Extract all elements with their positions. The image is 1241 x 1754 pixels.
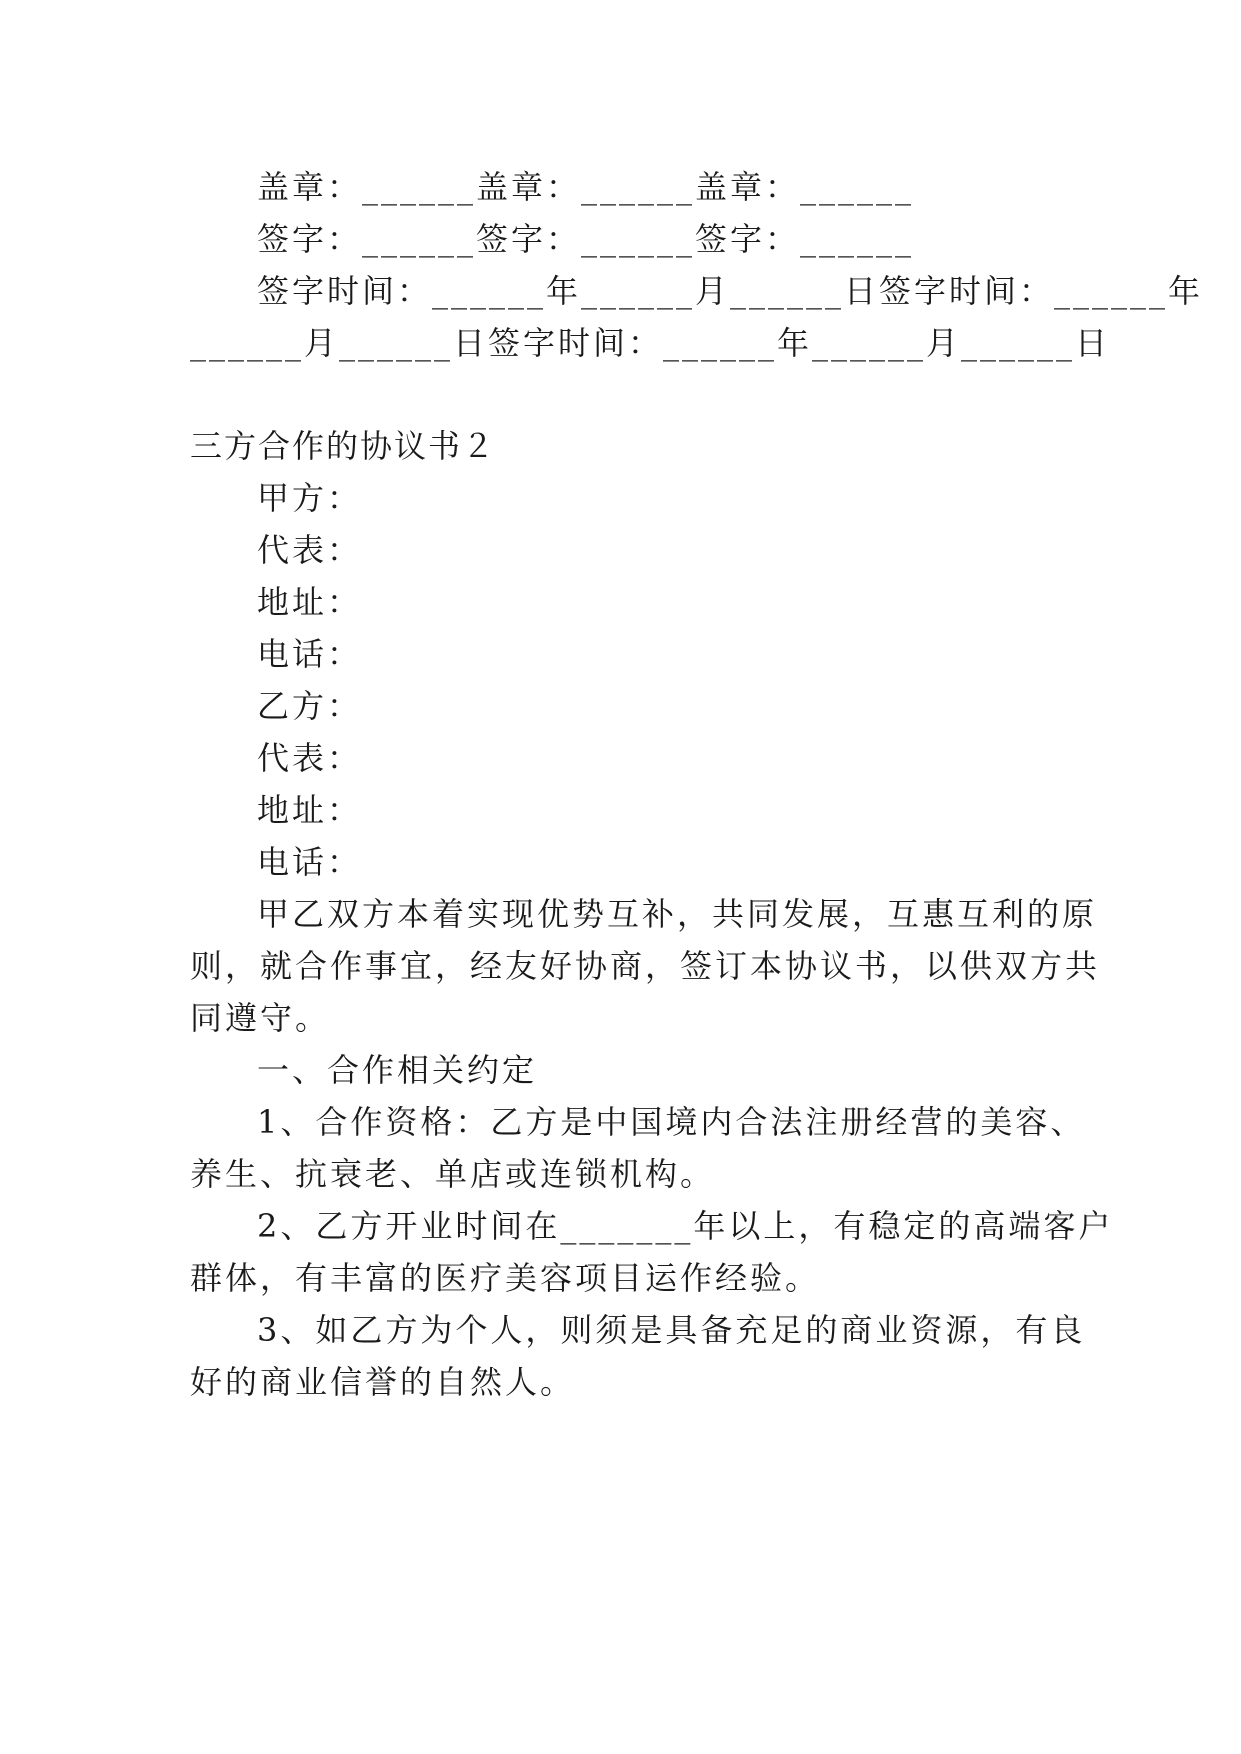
preamble-line-2: 则，就合作事宜，经友好协商，签订本协议书，以供双方共 — [190, 947, 1101, 985]
preamble-line-1: 甲乙双方本着实现优势互补，共同发展，互惠互利的原 — [257, 895, 1098, 933]
agreement-title: 三方合作的协议书２ — [190, 427, 497, 465]
party-b-address-label: 地址： — [257, 791, 363, 829]
preamble-line-3: 同遵守。 — [190, 999, 331, 1037]
party-a-phone-label: 电话： — [257, 635, 363, 673]
party-a-rep-label: 代表： — [257, 531, 363, 569]
clause-2-line-2: 群体，有丰富的医疗美容项目运作经验。 — [190, 1259, 821, 1297]
party-a-label: 甲方： — [257, 479, 363, 517]
clause-1-line-1: 1、合作资格：乙方是中国境内合法注册经营的美容、 — [257, 1103, 1086, 1141]
clause-1-line-2: 养生、抗衰老、单店或连锁机构。 — [190, 1155, 716, 1193]
clause-2-line-1: 2、乙方开业时间在_______年以上，有稳定的高端客户 — [257, 1207, 1114, 1245]
party-a-address-label: 地址： — [257, 583, 363, 621]
sign-line: 签字：______签字：______签字：______ — [257, 220, 915, 258]
sign-date-line-continued: ______月______日签字时间：______年______月______日 — [190, 324, 1111, 362]
clause-3-line-2: 好的商业信誉的自然人。 — [190, 1363, 576, 1401]
party-b-rep-label: 代表： — [257, 739, 363, 777]
sign-date-line: 签字时间：______年______月______日签字时间：______年 — [257, 272, 1204, 310]
party-b-phone-label: 电话： — [257, 843, 363, 881]
party-b-label: 乙方： — [257, 687, 363, 725]
clause-3-line-1: 3、如乙方为个人，则须是具备充足的商业资源，有良 — [257, 1311, 1086, 1349]
seal-line: 盖章：______盖章：______盖章：______ — [257, 168, 915, 206]
section-1-heading: 一、合作相关约定 — [257, 1051, 538, 1089]
